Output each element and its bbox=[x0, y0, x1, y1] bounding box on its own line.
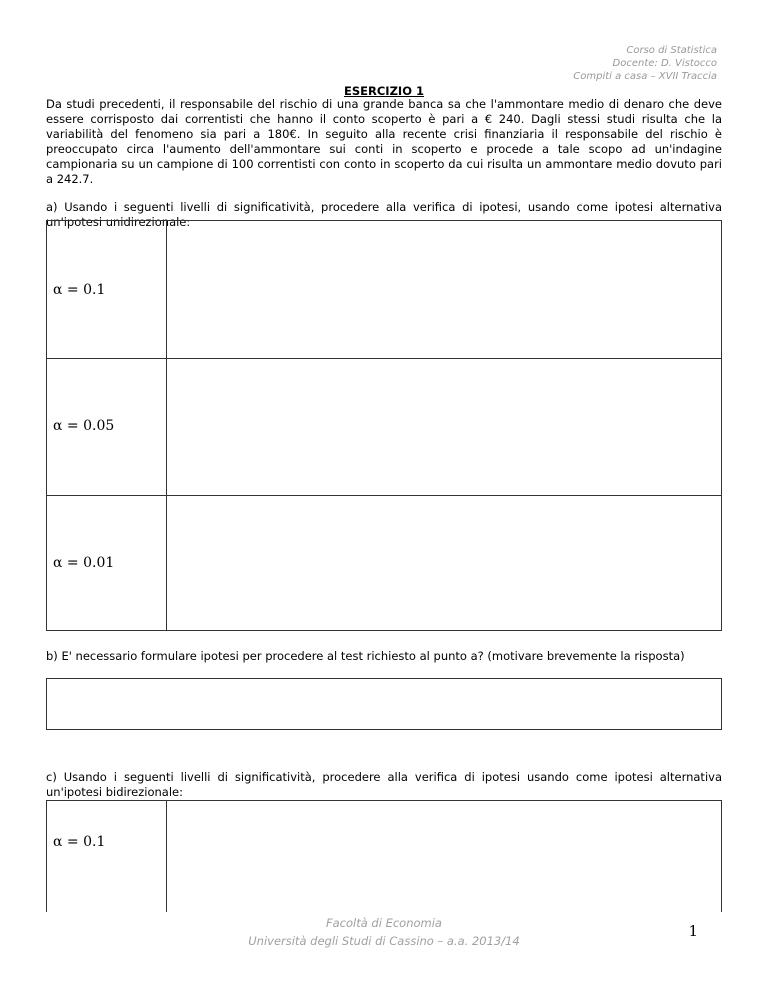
table-row-divider bbox=[47, 495, 721, 496]
instructor-name: Docente: D. Vistocco bbox=[612, 58, 717, 69]
answer-table-a bbox=[46, 220, 722, 631]
page-footer bbox=[0, 914, 768, 950]
table-row-divider bbox=[47, 358, 721, 359]
alpha-label: α = 0.1 bbox=[53, 282, 106, 298]
exercise-intro: Da studi precedenti, il responsabile del rischio di una grande banca sa che l'ammontare medio di denaro che deve essere corrisposto dai correntisti che hanno il conto scoperto è pari a € 240. Dagli stessi studi risulta che la variabilità del fenomeno sia pari a 180€. In seguito alla recente crisi finanziaria il responsabile del rischio è preoccupato circa l'aumento dell'ammontare sui conti in scoperto e procede a tale scopo ad un'indagine campionaria su un campione di 100 correntisti con conto in scoperto da cui risulta un ammontare medio dovuto pari a 242.7. bbox=[46, 97, 722, 186]
page-number: 1 bbox=[688, 922, 698, 940]
answer-box-b bbox=[46, 678, 722, 730]
table-divider bbox=[166, 221, 167, 630]
table-divider bbox=[166, 801, 167, 912]
alpha-label: α = 0.1 bbox=[53, 834, 106, 850]
alpha-label: α = 0.05 bbox=[53, 418, 115, 434]
question-b: b) E' necessario formulare ipotesi per procedere al test richiesto al punto a? (motivare brevemente la risposta) bbox=[46, 649, 685, 663]
alpha-label: α = 0.01 bbox=[53, 555, 115, 571]
faculty-name: Facoltà di Economia bbox=[326, 916, 442, 930]
exercise-title: ESERCIZIO 1 bbox=[344, 84, 424, 98]
question-a: a) Usando i seguenti livelli di significatività, procedere alla verifica di ipotesi, usando come ipotesi alternativa un'ipotesi unidirezionale: bbox=[46, 200, 722, 229]
course-name: Corso di Statistica bbox=[626, 45, 717, 56]
university-name: Università degli Studi di Cassino – a.a. 2013/14 bbox=[248, 934, 520, 948]
assignment-name: Compiti a casa – XVII Traccia bbox=[573, 71, 717, 82]
answer-table-c bbox=[46, 800, 722, 912]
question-c: c) Usando i seguenti livelli di significatività, procedere alla verifica di ipotesi usando come ipotesi alternativa un'ipotesi bidirezionale: bbox=[46, 770, 722, 799]
page-header bbox=[573, 44, 717, 83]
